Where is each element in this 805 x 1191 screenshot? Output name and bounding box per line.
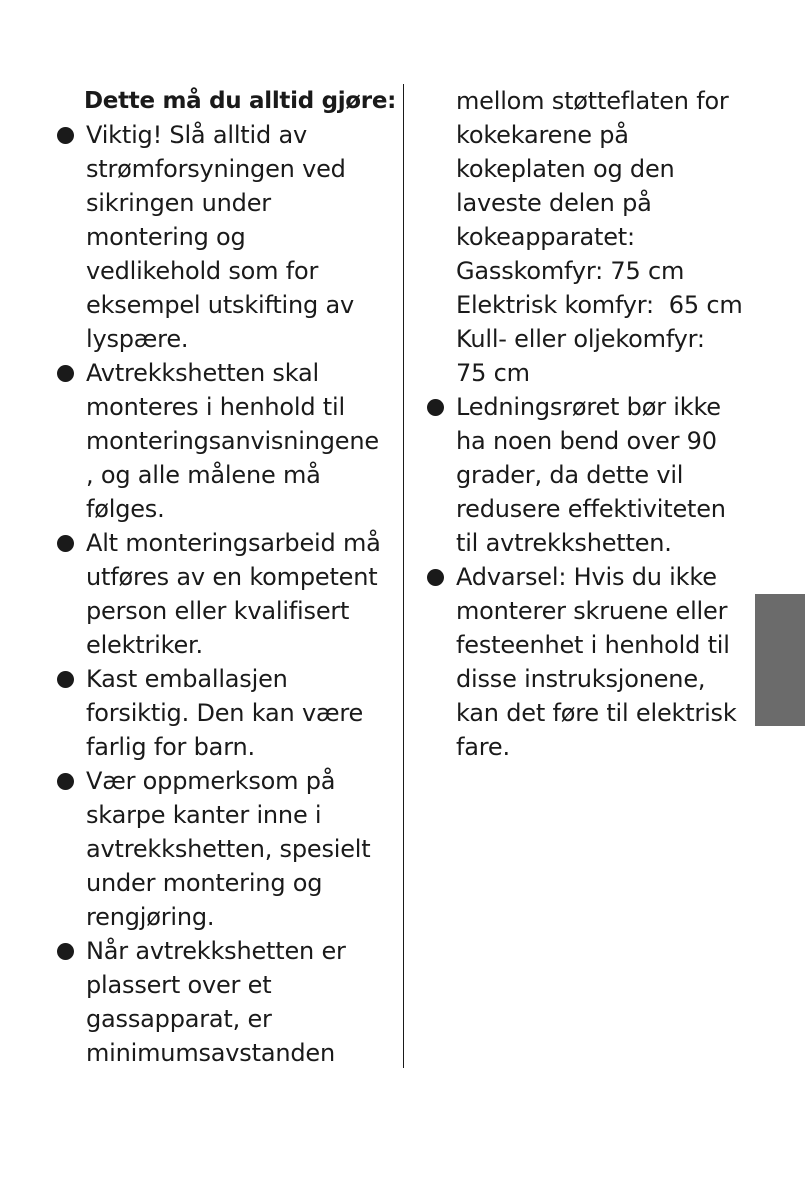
left-column	[55, 84, 395, 1070]
bullet-icon	[57, 535, 74, 552]
list-item	[425, 560, 765, 764]
right-column	[425, 84, 765, 764]
list-item-text: Advarsel: Hvis du ikke monterer skruene eller festeenhet i henhold til disse instruksjonene, kan det føre til elektrisk fare.	[456, 563, 737, 761]
list-item-text: Avtrekkshetten skal monteres i henhold til monteringsanvisningene , og alle målene må følges.	[86, 359, 379, 523]
bullet-icon	[427, 399, 444, 416]
bullet-icon	[57, 671, 74, 688]
list-item	[55, 764, 395, 934]
bullet-icon	[427, 569, 444, 586]
right-bullet-list	[425, 390, 765, 764]
continued-text: mellom støtteflaten for kokekarene på kokeplaten og den laveste delen på kokeapparatet: Gasskomfyr: 75 cm Elektrisk komfyr: 65 cm Kull- eller oljekomfyr: 75 cm	[456, 87, 743, 387]
bullet-icon	[57, 943, 74, 960]
list-item-text: Ledningsrøret bør ikke ha noen bend over 90 grader, da dette vil redusere effektiviteten til avtrekkshetten.	[456, 393, 726, 557]
list-item	[55, 526, 395, 662]
list-item-text: Alt monteringsarbeid må utføres av en kompetent person eller kvalifisert elektriker.	[86, 529, 381, 659]
list-item	[425, 390, 765, 560]
bullet-icon	[57, 127, 74, 144]
section-heading: Dette må du alltid gjøre:	[84, 88, 397, 114]
list-item-text: Viktig! Slå alltid av strømforsyningen ved sikringen under montering og vedlikehold som for eksempel utskifting av lyspære.	[86, 121, 354, 353]
list-item	[55, 118, 395, 356]
bullet-icon	[57, 365, 74, 382]
list-item-text: Vær oppmerksom på skarpe kanter inne i avtrekkshetten, spesielt under montering og rengjøring.	[86, 767, 371, 931]
list-item	[55, 356, 395, 526]
list-item	[55, 662, 395, 764]
list-item	[55, 934, 395, 1070]
column-divider	[403, 84, 404, 1068]
list-item-text: Kast emballasjen forsiktig. Den kan være farlig for barn.	[86, 665, 364, 761]
side-tab-marker	[755, 594, 805, 726]
left-bullet-list	[55, 118, 395, 1070]
bullet-icon	[57, 773, 74, 790]
list-item-text: Når avtrekkshetten er plassert over et gassapparat, er minimumsavstanden	[86, 937, 346, 1067]
